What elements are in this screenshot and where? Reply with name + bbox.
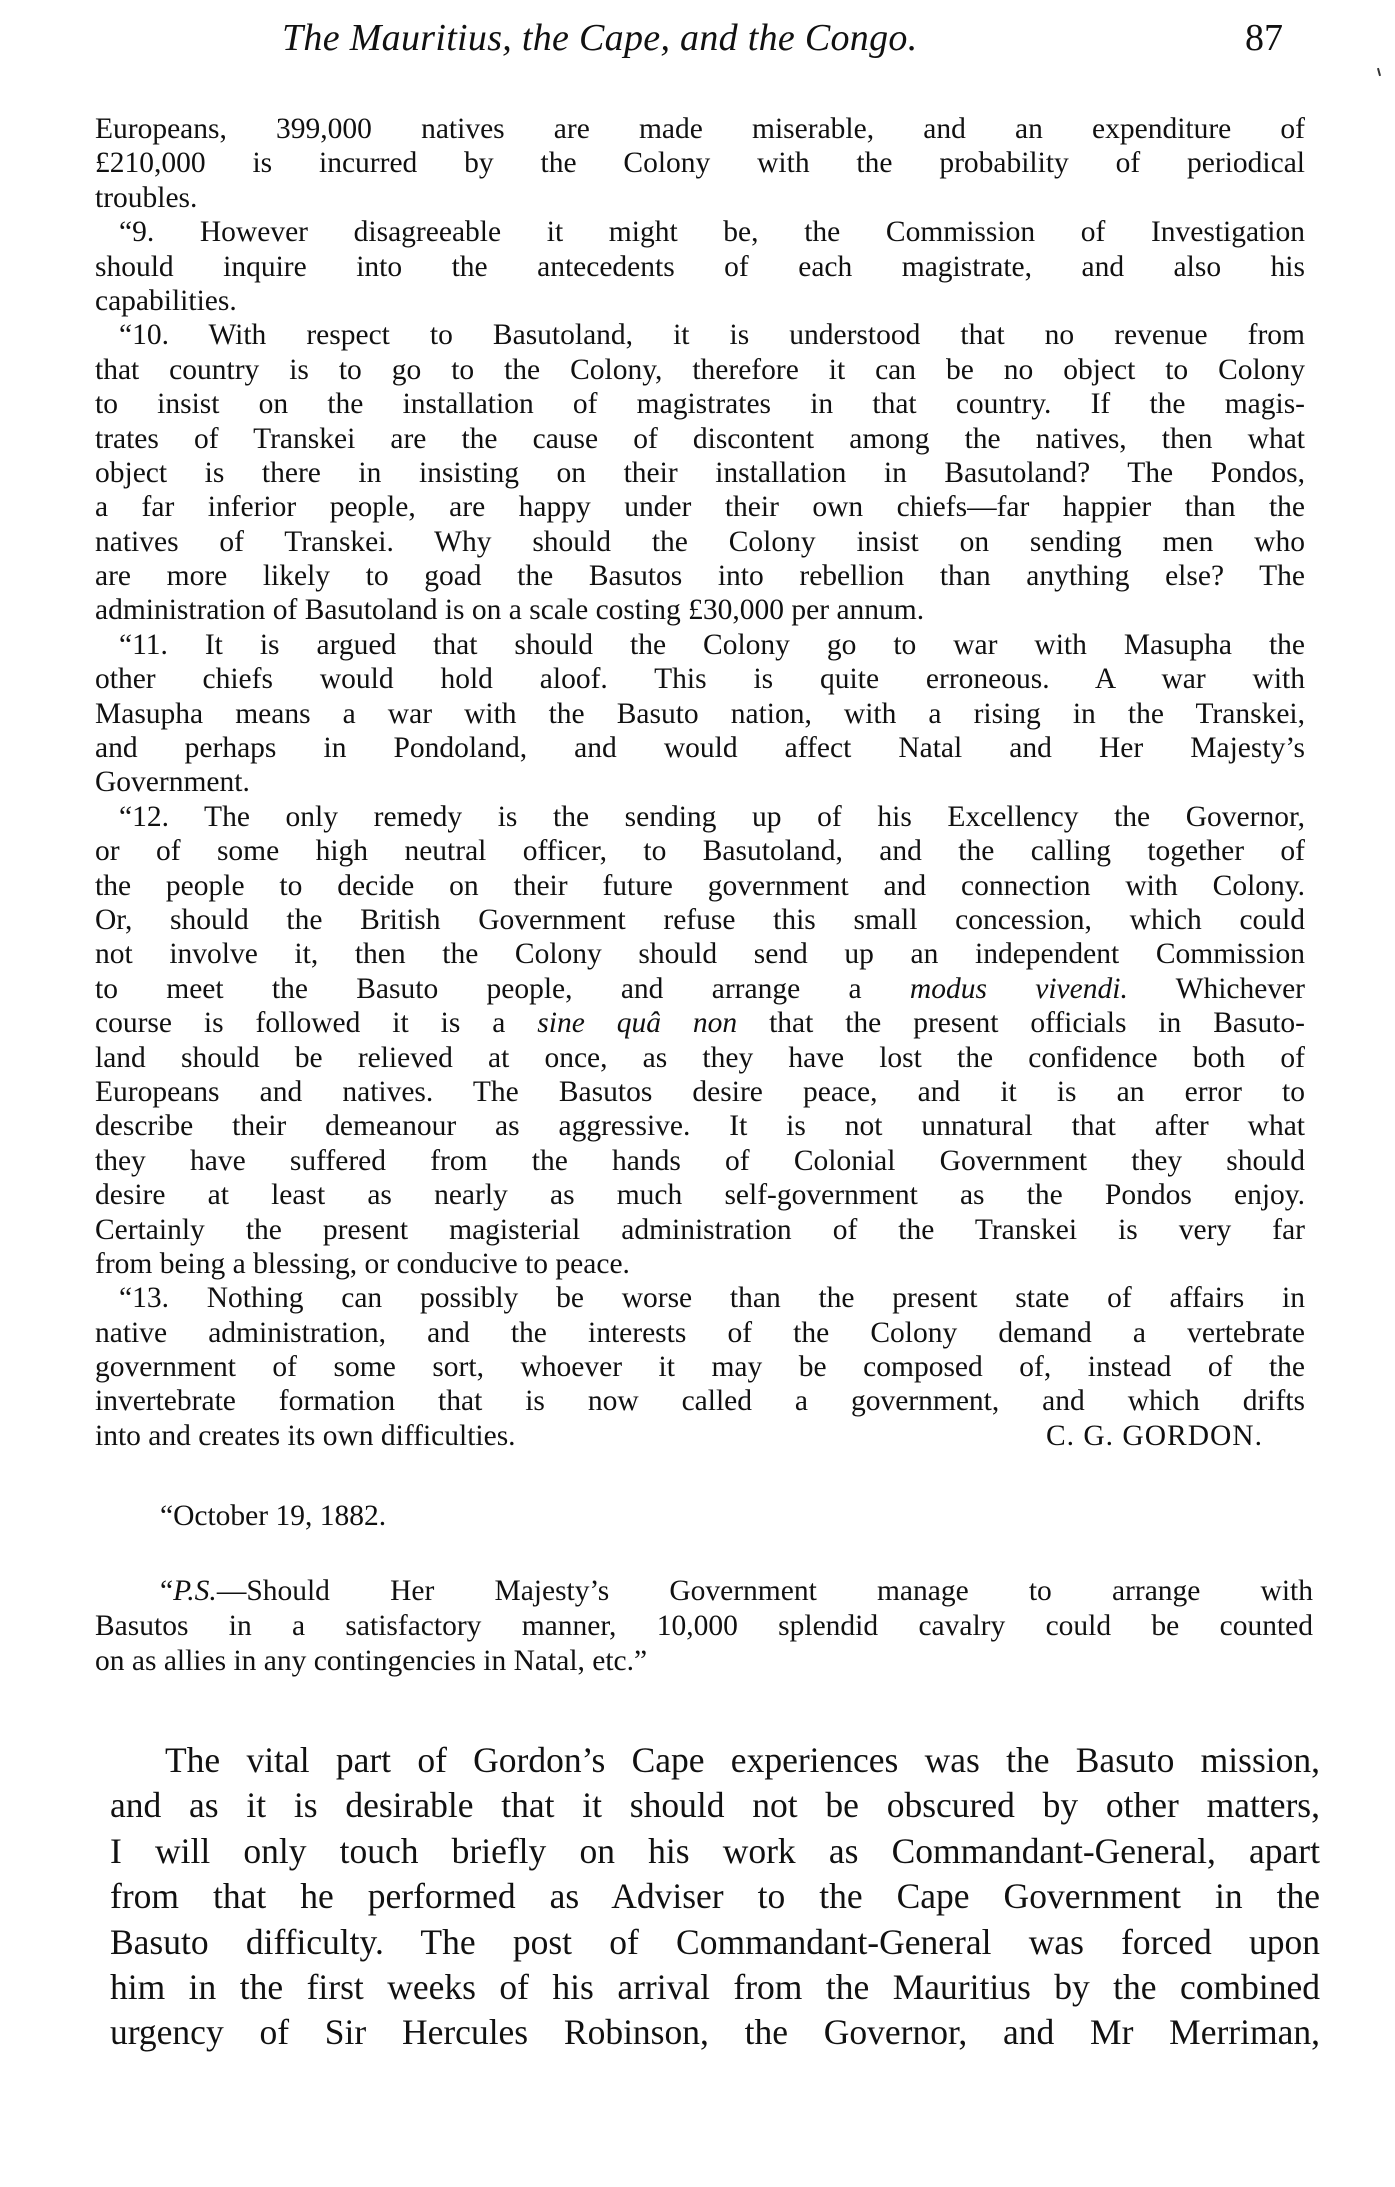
text-line: Basuto difficulty. The post of Commandant-General was forced upon [110,1921,1320,1962]
text-line: Or, should the British Government refuse this small concession, which could [95,903,1305,936]
text-line: Masupha means a war with the Basuto nation, with a rising in the Transkei, [95,697,1305,730]
text-line-with-italic: to meet the Basuto people, and arrange a modus vivendi. Whichever [95,972,1306,1005]
text-line: Government. [95,766,250,799]
postscript [95,1574,1313,1679]
text-line: object is there in insisting on their installation in Basutoland? The Pondos, [95,456,1305,489]
signature: C. G. GORDON. [1045,1419,1263,1452]
text-line: troubles. [95,181,198,214]
text-line: a far inferior people, are happy under their own chiefs—far happier than the [95,491,1305,524]
paragraph-12-start: “12. The only remedy is the sending up of his Excellency the Governor, [119,800,1305,833]
paragraph-13-start: “13. Nothing can possibly be worse than the present state of affairs in [119,1282,1305,1315]
italic-phrase: modus vivendi. [909,972,1128,1005]
text-line: from that he performed as Adviser to the Cape Government in the [110,1876,1320,1917]
text-line: or of some high neutral officer, to Basutoland, and the calling together of [95,835,1305,868]
quoted-memorandum [95,112,1305,1453]
text-line: Europeans, 399,000 natives are made miserable, and an expenditure of [95,113,1305,145]
italic-phrase: sine quâ non [537,1007,738,1040]
paragraph-10-start: “10. With respect to Basutoland, it is understood that no revenue from [119,319,1305,352]
text-line: The vital part of Gordon’s Cape experiences was the Basuto mission, [165,1740,1320,1780]
text-line: capabilities. [95,284,237,317]
text-line: describe their demeanour as aggressive. It is not unnatural that after what [95,1110,1305,1143]
postscript-line: Basutos in a satisfactory manner, 10,000 splendid cavalry could be counted [95,1610,1313,1642]
text-line-with-italic: course is followed it is a sine quâ non that the present officials in Basuto- [95,1007,1306,1040]
scan-artifact-mark [1377,68,1381,76]
text-line: not involve it, then the Colony should send up an independent Commission [95,938,1305,971]
text-line: I will only touch briefly on his work as Commandant-General, apart [110,1830,1320,1871]
text-line: urgency of Sir Hercules Robinson, the Governor, and Mr Merriman, [110,2012,1320,2053]
text-line: native administration, and the interests of the Colony demand a vertebrate [95,1316,1305,1349]
running-title: The Mauritius, the Cape, and the Congo. [282,17,918,59]
text-line: natives of Transkei. Why should the Colony insist on sending men who [95,525,1305,558]
text-line: from being a blessing, or conducive to peace. [95,1247,630,1280]
text-line: government of some sort, whoever it may be composed of, instead of the [95,1351,1305,1384]
text-line: land should be relieved at once, as they have lost the confidence both of [95,1041,1305,1074]
text-line: they have suffered from the hands of Colonial Government they should [95,1144,1305,1177]
postscript-line: “P.S.—Should Her Majesty’s Government manage to arrange with [160,1575,1313,1607]
text-line: are more likely to goad the Basutos into rebellion than anything else? The [95,560,1305,593]
text-line: and perhaps in Pondoland, and would affect Natal and Her Majesty’s [95,732,1305,765]
text-line: into and creates its own difficulties. [95,1419,516,1452]
text-line: should inquire into the antecedents of each magistrate, and also his [95,250,1305,283]
closing-line [95,1419,1305,1453]
ps-label: P.S. [173,1575,217,1607]
page-number: 87 [1245,17,1283,59]
postscript-line: on as allies in any contingencies in Natal, etc.” [95,1645,648,1677]
text-line: desire at least as nearly as much self-government as the Pondos enjoy. [95,1179,1305,1212]
page-header [0,8,1395,68]
text-line: £210,000 is incurred by the Colony with the probability of periodical [95,147,1305,180]
text-line: to insist on the installation of magistrates in that country. If the magis- [95,388,1305,421]
text-line: invertebrate formation that is now called a government, and which drifts [95,1385,1305,1418]
text-line: that country is to go to the Colony, therefore it can be no object to Colony [95,353,1305,386]
letter-date: “October 19, 1882. [160,1500,387,1532]
text-line: and as it is desirable that it should not be obscured by other matters, [110,1785,1320,1826]
paragraph-9-start: “9. However disagreeable it might be, the Commission of Investigation [119,216,1305,249]
text-line: Europeans and natives. The Basutos desire peace, and it is an error to [95,1075,1305,1108]
main-body-paragraph [110,1738,1320,2056]
paragraph-11-start: “11. It is argued that should the Colony go to war with Masupha the [119,628,1305,661]
text-line: other chiefs would hold aloof. This is quite erroneous. A war with [95,663,1305,696]
text-line: trates of Transkei are the cause of discontent among the natives, then what [95,422,1305,455]
text-line: administration of Basutoland is on a scale costing £30,000 per annum. [95,594,925,627]
text-line: the people to decide on their future government and connection with Colony. [95,869,1305,902]
text-line: Certainly the present magisterial administration of the Transkei is very far [95,1213,1305,1246]
text-line: him in the first weeks of his arrival from the Mauritius by the combined [110,1966,1320,2007]
